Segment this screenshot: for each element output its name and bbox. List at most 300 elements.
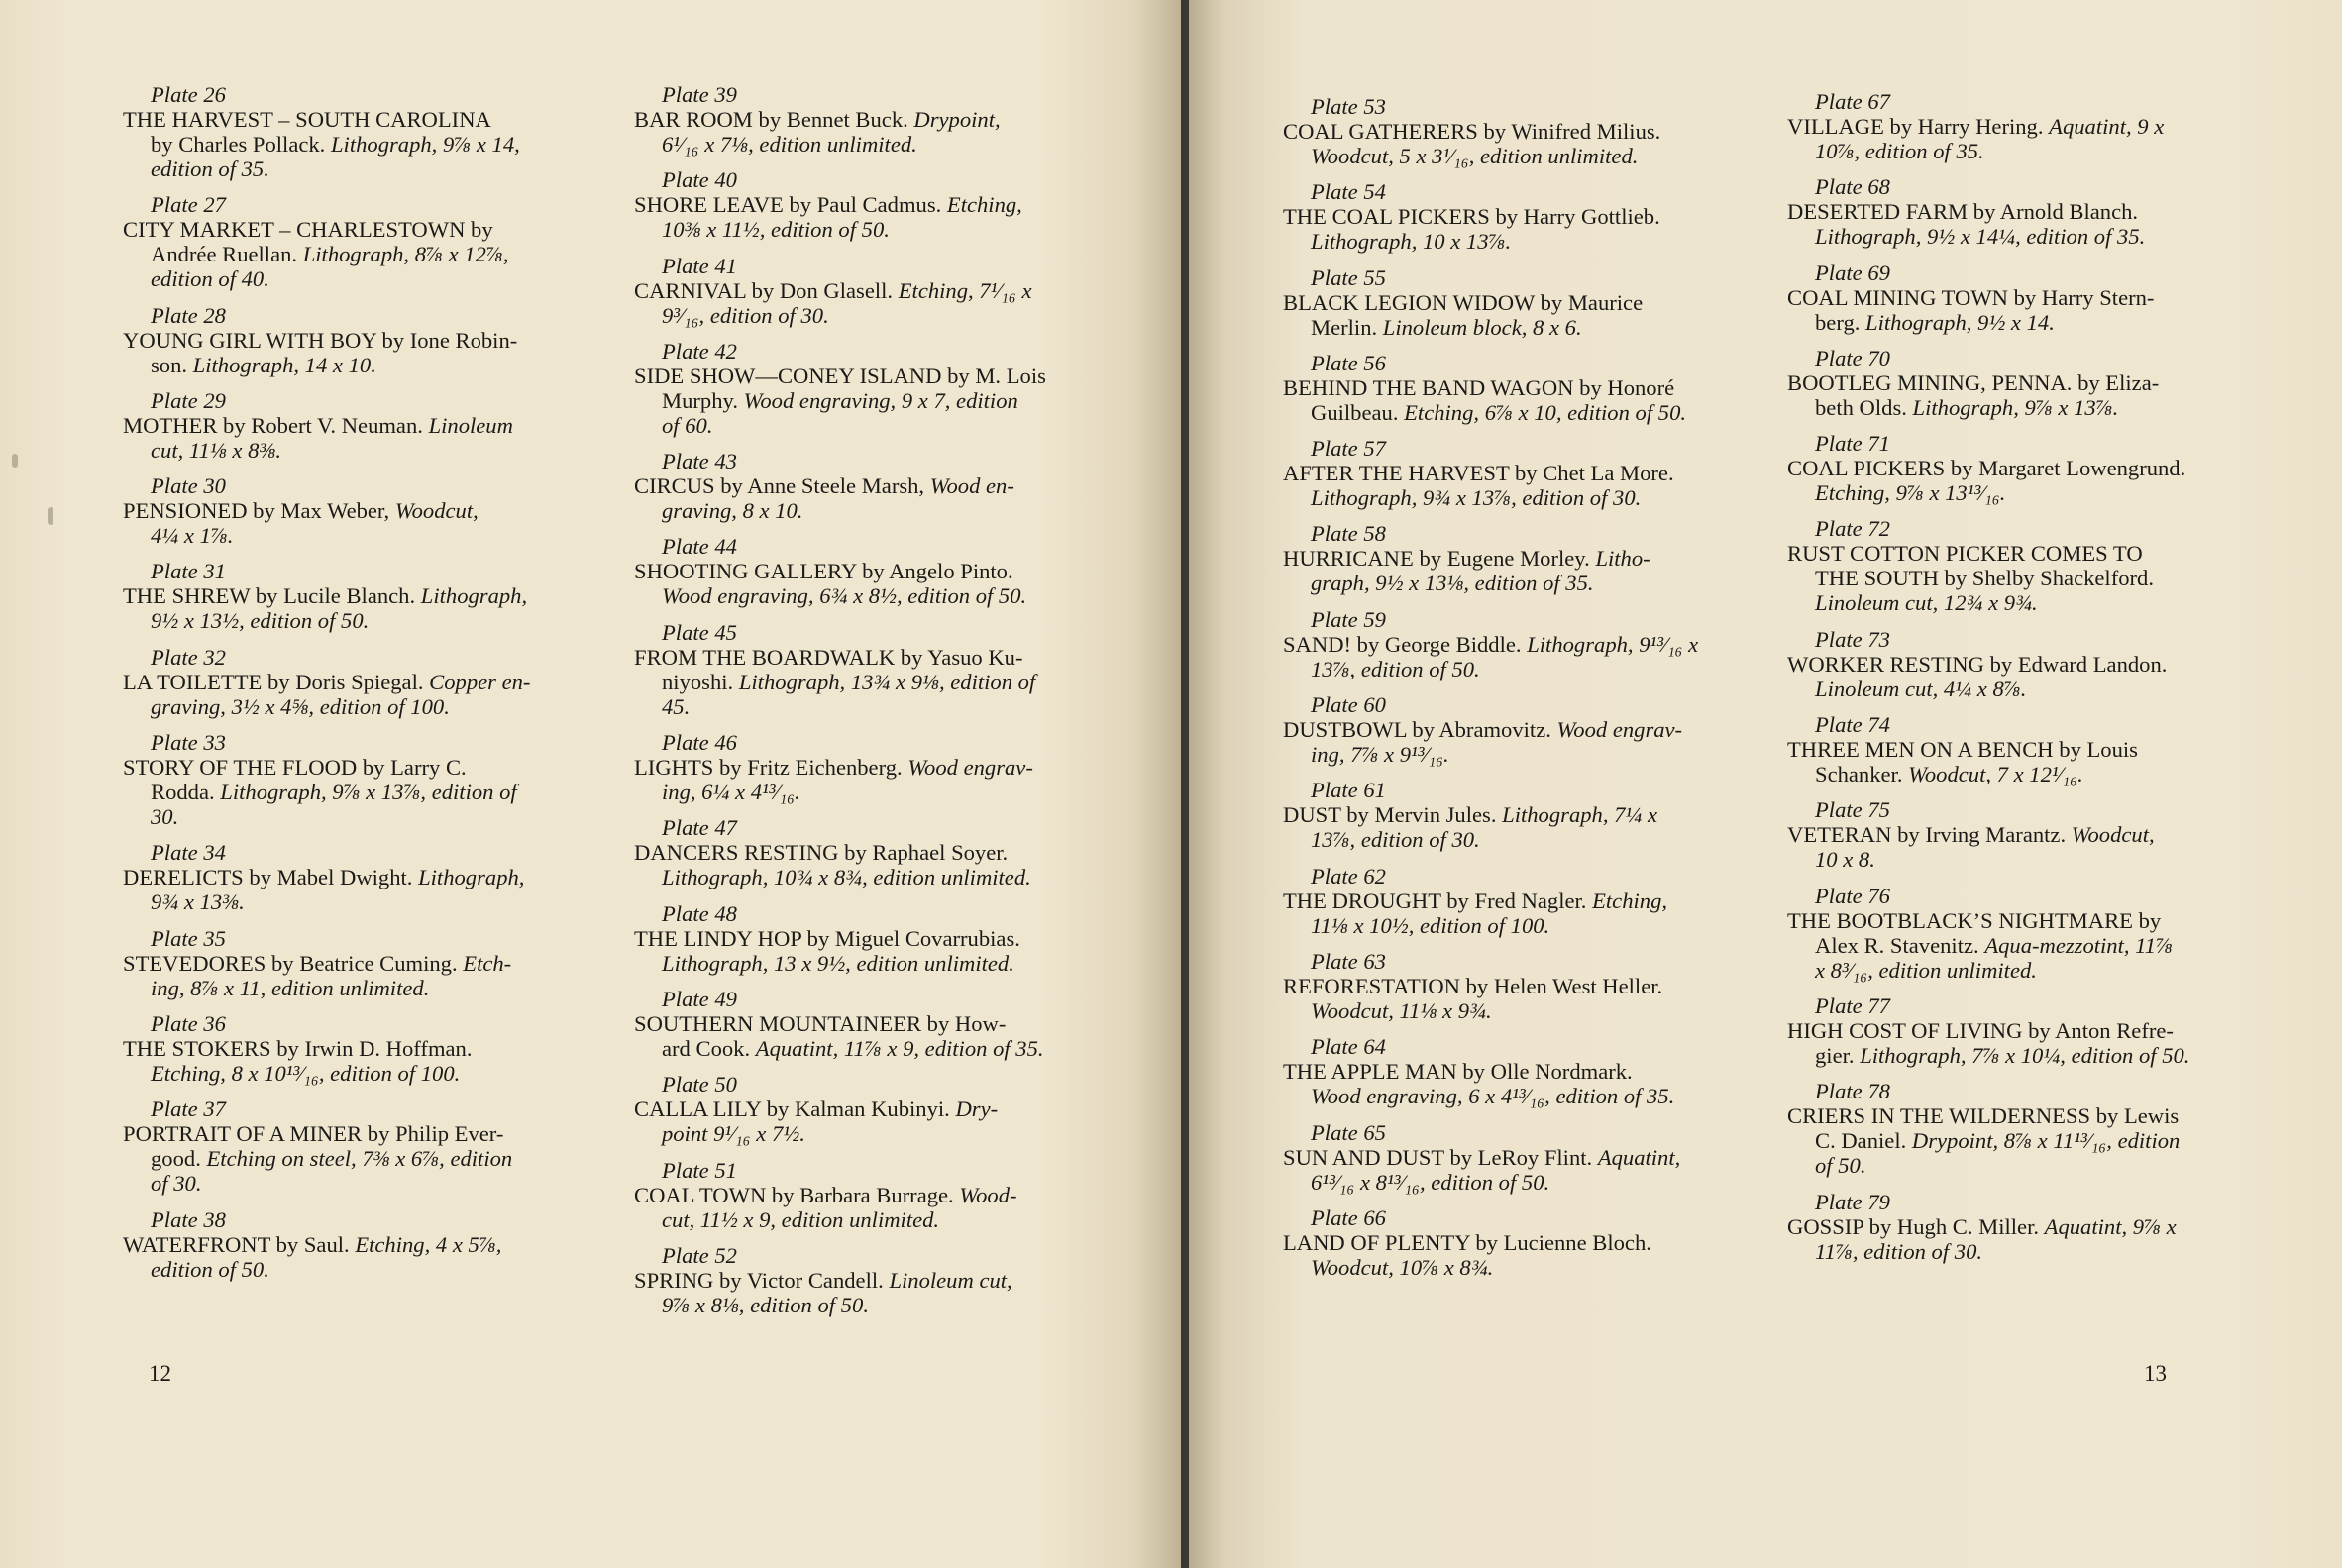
italic-text: 9½ x 13½, edition of 50. <box>151 608 370 634</box>
roman-text: COAL PICKERS by Margaret Lowengrund. <box>1787 456 2186 481</box>
plate-entry <box>1283 607 1737 681</box>
plate-number: Plate 43 <box>662 449 737 474</box>
plate-number: Plate 59 <box>1311 606 1386 632</box>
plate-detail-line <box>123 804 586 829</box>
plate-detail-line <box>123 157 586 181</box>
plate-detail-line <box>1787 395 2247 420</box>
italic-text: Lithograph, 13 x 9½, edition unlimited. <box>662 950 1014 976</box>
plate-detail-line <box>634 1036 1098 1061</box>
left-page-column-1 <box>123 82 586 1293</box>
italic-text: Aquatint, 9 x <box>2049 114 2165 139</box>
plate-detail-line <box>634 303 1098 328</box>
plate-entry <box>1787 261 2247 335</box>
plate-entry <box>1787 627 2247 701</box>
roman-text: gier. <box>1815 1042 1861 1068</box>
plate-title-line <box>634 645 1098 670</box>
italic-text: Aquatint, <box>1597 1144 1681 1170</box>
plate-number: Plate 28 <box>151 302 226 328</box>
italic-text: Etching, 7¹⁄₁₆ x <box>898 277 1032 303</box>
italic-text: Lithograph, 7⅞ x 10¼, edition of 50. <box>1860 1042 2190 1068</box>
plate-title-line <box>1787 285 2247 310</box>
plate-detail-line <box>123 694 586 719</box>
plate-detail-line <box>1283 400 1737 425</box>
italic-text: Woodcut, <box>2071 822 2155 848</box>
plate-title-line <box>1283 974 1737 998</box>
italic-text: Lithograph, 9¹³⁄₁₆ x <box>1527 631 1699 657</box>
italic-text: 10⅞, edition of 35. <box>1815 139 1984 163</box>
roman-text: DUSTBOWL by Abramovitz. <box>1283 717 1557 743</box>
italic-text: 9¾ x 13⅜. <box>151 889 245 915</box>
roman-text: SHORE LEAVE by Paul Cadmus. <box>634 192 947 218</box>
italic-text: Etching, <box>1592 888 1668 913</box>
roman-text: LAND OF PLENTY by Lucienne Bloch. <box>1283 1229 1651 1255</box>
italic-text: Dry- <box>955 1097 999 1122</box>
plate-number: Plate 46 <box>662 730 737 756</box>
plate-detail-line <box>1283 913 1737 938</box>
roman-text: LIGHTS by Fritz Eichenberg. <box>634 755 908 781</box>
roman-text: Murphy. <box>662 387 744 413</box>
italic-text: Wood- <box>959 1182 1017 1207</box>
plate-detail-line <box>634 1207 1098 1232</box>
plate-detail-line <box>1787 480 2247 505</box>
plate-title-line <box>1787 908 2247 933</box>
book-gutter <box>1181 0 1189 1568</box>
plate-title-line <box>634 107 1098 132</box>
plate-title-line <box>123 670 586 694</box>
plate-detail-line <box>123 353 586 377</box>
plate-detail-line <box>1787 1043 2247 1068</box>
plate-detail-line <box>1283 1255 1737 1280</box>
plate-number: Plate 55 <box>1311 264 1386 290</box>
roman-text: THE SOUTH by Shelby Shackelford. <box>1815 566 2154 591</box>
plate-detail-line <box>123 608 586 633</box>
roman-text: CALLA LILY by Kalman Kubinyi. <box>634 1097 956 1122</box>
roman-text: CITY MARKET – CHARLESTOWN by <box>123 217 493 243</box>
roman-text: Merlin. <box>1311 314 1383 340</box>
italic-text: Wood engraving, 6 x 4¹³⁄₁₆, edition of 35. <box>1311 1084 1675 1109</box>
plate-title-line <box>123 1121 586 1146</box>
plate-number: Plate 52 <box>662 1242 737 1268</box>
plate-title-line <box>634 559 1098 583</box>
plate-title-line <box>123 328 586 353</box>
plate-number: Plate 36 <box>151 1010 226 1036</box>
plate-detail-line <box>634 780 1098 804</box>
italic-text: graving, 8 x 10. <box>662 498 803 524</box>
roman-text: son. <box>151 352 193 377</box>
italic-text: Linoleum cut, 4¼ x 8⅞. <box>1815 676 2027 701</box>
plate-number: Plate 35 <box>151 925 226 951</box>
plate-title-line <box>1283 1145 1737 1170</box>
plate-entry <box>123 388 586 463</box>
plate-title-line <box>1787 1018 2247 1043</box>
roman-text: Guilbeau. <box>1311 399 1405 425</box>
italic-text: Aquatint, 9⅞ x <box>2044 1213 2177 1239</box>
roman-text: beth Olds. <box>1815 394 1913 420</box>
italic-text: Lithograph, <box>420 583 528 609</box>
plate-title-line <box>634 364 1098 388</box>
roman-text: VETERAN by Irving Marantz. <box>1787 822 2072 848</box>
plate-entry <box>1283 949 1737 1023</box>
plate-title-line <box>123 498 586 523</box>
plate-title-line <box>634 1183 1098 1207</box>
plate-entry <box>634 534 1098 608</box>
italic-text: Lithograph, 9⅞ x 13⅞. <box>1912 394 2119 420</box>
italic-text: Etching, <box>946 192 1022 218</box>
plate-detail-line <box>634 951 1098 976</box>
plate-entry <box>123 1207 586 1282</box>
plate-detail-line <box>1787 590 2247 615</box>
plate-detail-line <box>1283 485 1737 510</box>
italic-text: x 8³⁄₁₆, edition unlimited. <box>1815 957 2037 983</box>
roman-text: YOUNG GIRL WITH BOY by Ione Robin- <box>123 327 518 353</box>
plate-number: Plate 41 <box>662 253 737 278</box>
plate-number: Plate 48 <box>662 900 737 926</box>
roman-text: COAL TOWN by Barbara Burrage. <box>634 1182 960 1207</box>
italic-text: Lithograph, 10¾ x 8¾, edition unlimited. <box>662 865 1031 890</box>
plate-title-line <box>1283 461 1737 485</box>
italic-text: Lithograph, 9⅞ x 13⅞, edition of <box>220 780 517 805</box>
plate-detail-line <box>123 1061 586 1086</box>
paper-speck <box>12 454 18 468</box>
roman-text: THE LINDY HOP by Miguel Covarrubias. <box>634 925 1020 951</box>
roman-text: STEVEDORES by Beatrice Cuming. <box>123 950 464 976</box>
plate-entry <box>123 192 586 291</box>
plate-entry <box>123 82 586 181</box>
plate-number: Plate 76 <box>1815 883 1890 908</box>
plate-title-line <box>1787 541 2247 566</box>
italic-text: cut, 11½ x 9, edition unlimited. <box>662 1206 940 1232</box>
plate-entry <box>1787 1079 2247 1178</box>
plate-title-line <box>634 840 1098 865</box>
plate-detail-line <box>123 132 586 157</box>
plate-entry <box>1283 1120 1737 1195</box>
plate-detail-line <box>1283 742 1737 767</box>
roman-text: niyoshi. <box>662 669 739 694</box>
paper-speck <box>48 507 53 525</box>
italic-text: Drypoint, <box>913 107 1001 132</box>
plate-entry <box>1787 516 2247 615</box>
roman-text: LA TOILETTE by Doris Spiegal. <box>123 669 430 694</box>
roman-text: MOTHER by Robert V. Neuman. <box>123 412 429 438</box>
italic-text: Wood engraving, 9 x 7, edition <box>743 387 1018 413</box>
italic-text: 9⅞ x 8⅛, edition of 50. <box>662 1292 869 1317</box>
right-page-column-1 <box>1283 94 1737 1291</box>
roman-text: PENSIONED by Max Weber, <box>123 498 395 524</box>
plate-entry <box>1787 712 2247 786</box>
plate-detail-line <box>1787 139 2247 163</box>
plate-number: Plate 68 <box>1815 174 1890 200</box>
italic-text: Etching, 9⅞ x 13¹³⁄₁₆. <box>1815 480 2006 506</box>
plate-entry <box>1283 778 1737 852</box>
plate-entry <box>634 815 1098 889</box>
plate-number: Plate 51 <box>662 1157 737 1183</box>
italic-text: Etching, 6⅞ x 10, edition of 50. <box>1404 399 1687 425</box>
plate-number: Plate 45 <box>662 619 737 645</box>
plate-title-line <box>1787 199 2247 224</box>
plate-number: Plate 69 <box>1815 260 1890 285</box>
italic-text: cut, 11⅛ x 8⅜. <box>151 437 281 463</box>
plate-title-line <box>1283 204 1737 229</box>
plate-detail-line <box>1283 827 1737 852</box>
italic-text: Lithograph, 9½ x 14. <box>1865 309 2055 335</box>
roman-text: PORTRAIT OF A MINER by Philip Ever- <box>123 1121 504 1147</box>
plate-detail-line <box>634 865 1098 889</box>
roman-text: SHOOTING GALLERY by Angelo Pinto. <box>634 559 1013 584</box>
plate-detail-line <box>634 217 1098 242</box>
italic-text: Lithograph, 14 x 10. <box>192 352 376 377</box>
plate-entry <box>1787 1190 2247 1264</box>
plate-detail-line <box>123 438 586 463</box>
plate-detail-line <box>123 1146 586 1171</box>
italic-text: ing, 7⅞ x 9¹³⁄₁₆. <box>1311 742 1449 768</box>
italic-text: Woodcut, 7 x 12¹⁄₁₆. <box>1908 762 2083 787</box>
italic-text: Woodcut, <box>394 498 479 524</box>
plate-entry <box>634 82 1098 157</box>
plate-detail-line <box>634 498 1098 523</box>
italic-text: Lithograph, 13¾ x 9⅛, edition of <box>738 669 1036 694</box>
plate-entry <box>634 1243 1098 1317</box>
italic-text: of 60. <box>662 412 713 438</box>
roman-text: THE APPLE MAN by Olle Nordmark. <box>1283 1059 1633 1085</box>
plate-entry <box>1283 436 1737 510</box>
plate-detail-line <box>634 132 1098 157</box>
italic-text: Lithograph, 9½ x 14¼, edition of 35. <box>1815 224 2146 250</box>
plate-title-line <box>634 926 1098 951</box>
italic-text: Drypoint, 8⅞ x 11¹³⁄₁₆, edition <box>1911 1128 2181 1154</box>
plate-detail-line <box>1283 998 1737 1023</box>
plate-entry <box>634 167 1098 242</box>
plate-title-line <box>1787 114 2247 139</box>
plate-number: Plate 74 <box>1815 712 1890 738</box>
roman-text: HIGH COST OF LIVING by Anton Refre- <box>1787 1017 2174 1043</box>
italic-text: Etching on steel, 7⅜ x 6⅞, edition <box>206 1146 513 1172</box>
plate-title-line <box>1283 290 1737 315</box>
italic-text: Wood engraving, 6¾ x 8½, edition of 50. <box>662 583 1027 609</box>
plate-number: Plate 77 <box>1815 993 1890 1018</box>
plate-title-line <box>123 865 586 889</box>
italic-text: Woodcut, 11⅛ x 9¾. <box>1311 997 1492 1023</box>
roman-text: ard Cook. <box>662 1035 756 1061</box>
plate-entry <box>634 254 1098 328</box>
plate-title-line <box>123 755 586 780</box>
plate-detail-line <box>123 1171 586 1196</box>
plate-entry <box>1283 521 1737 595</box>
roman-text: THE COAL PICKERS by Harry Gottlieb. <box>1283 204 1660 230</box>
plate-number: Plate 78 <box>1815 1079 1890 1104</box>
plate-detail-line <box>123 242 586 266</box>
plate-number: Plate 71 <box>1815 431 1890 457</box>
plate-detail-line <box>634 694 1098 719</box>
roman-text: THE STOKERS by Irwin D. Hoffman. <box>123 1035 473 1061</box>
plate-detail-line <box>1787 224 2247 249</box>
roman-text: BLACK LEGION WIDOW by Maurice <box>1283 289 1644 315</box>
roman-text: DUST by Mervin Jules. <box>1283 802 1503 828</box>
plate-entry <box>1787 174 2247 249</box>
plate-title-line <box>1787 737 2247 762</box>
italic-text: Woodcut, 10⅞ x 8¾. <box>1311 1254 1494 1280</box>
italic-text: Litho- <box>1595 546 1650 572</box>
plate-title-line <box>634 192 1098 217</box>
italic-text: graving, 3½ x 4⅝, edition of 100. <box>151 693 450 719</box>
plate-entry <box>123 559 586 633</box>
plate-number: Plate 75 <box>1815 797 1890 823</box>
plate-title-line <box>1787 456 2247 480</box>
plate-number: Plate 54 <box>1311 179 1386 205</box>
plate-number: Plate 37 <box>151 1097 226 1122</box>
plate-detail-line <box>634 583 1098 608</box>
plate-entry <box>1283 265 1737 340</box>
plate-number: Plate 44 <box>662 534 737 560</box>
italic-text: point 9¹⁄₁₆ x 7½. <box>662 1121 805 1147</box>
plate-title-line <box>1283 717 1737 742</box>
italic-text: 45. <box>662 693 691 719</box>
plate-entry <box>123 1097 586 1196</box>
plate-number: Plate 64 <box>1311 1034 1386 1060</box>
plate-number: Plate 56 <box>1311 350 1386 375</box>
plate-entry <box>1283 692 1737 767</box>
plate-detail-line <box>1787 1239 2247 1264</box>
roman-text: THE SHREW by Lucile Blanch. <box>123 583 421 609</box>
plate-number: Plate 66 <box>1311 1204 1386 1230</box>
italic-text: 6¹⁄₁₆ x 7⅛, edition unlimited. <box>662 132 917 157</box>
italic-text: Woodcut, 5 x 3¹⁄₁₆, edition unlimited. <box>1311 144 1639 168</box>
roman-text: FROM THE BOARDWALK by Yasuo Ku- <box>634 644 1023 670</box>
plate-detail-line <box>1787 677 2247 701</box>
plate-number: Plate 29 <box>151 387 226 413</box>
roman-text: WATERFRONT by Saul. <box>123 1231 356 1257</box>
plate-number: Plate 63 <box>1311 948 1386 974</box>
plate-number: Plate 67 <box>1815 89 1890 114</box>
roman-text: STORY OF THE FLOOD by Larry C. <box>123 755 467 781</box>
plate-entry <box>123 730 586 829</box>
plate-detail-line <box>1283 1084 1737 1108</box>
italic-text: ing, 6¼ x 4¹³⁄₁₆. <box>662 780 800 805</box>
plate-detail-line <box>123 780 586 804</box>
plate-number: Plate 49 <box>662 986 737 1011</box>
italic-text: Linoleum <box>428 412 513 438</box>
roman-text: WORKER RESTING by Edward Landon. <box>1787 651 2168 677</box>
plate-title-line <box>1283 546 1737 571</box>
plate-title-line <box>1283 889 1737 913</box>
plate-entry <box>123 473 586 548</box>
roman-text: VILLAGE by Harry Hering. <box>1787 114 2050 139</box>
roman-text: SPRING by Victor Candell. <box>634 1267 890 1293</box>
page-number-right: 13 <box>2144 1361 2167 1386</box>
roman-text: BAR ROOM by Bennet Buck. <box>634 107 914 132</box>
plate-entry <box>123 840 586 914</box>
right-page-column-2 <box>1787 89 2247 1275</box>
plate-entry <box>634 449 1098 523</box>
plate-detail-line <box>1283 1170 1737 1195</box>
plate-entry <box>634 730 1098 804</box>
plate-detail-line <box>1283 144 1737 168</box>
plate-number: Plate 73 <box>1815 626 1890 652</box>
plate-number: Plate 61 <box>1311 778 1386 803</box>
roman-text: CARNIVAL by Don Glasell. <box>634 277 899 303</box>
plate-entry <box>1787 89 2247 163</box>
plate-entry <box>634 1158 1098 1232</box>
roman-text: C. Daniel. <box>1815 1128 1912 1154</box>
plate-title-line <box>634 1097 1098 1121</box>
plate-number: Plate 57 <box>1311 436 1386 462</box>
italic-text: Etching, 4 x 5⅞, <box>355 1231 502 1257</box>
plate-title-line <box>123 413 586 438</box>
italic-text: Lithograph, 9¾ x 13⅞, edition of 30. <box>1311 485 1642 511</box>
plate-title-line <box>1283 632 1737 657</box>
italic-text: 11⅛ x 10½, edition of 100. <box>1311 912 1550 938</box>
plate-entry <box>1787 797 2247 872</box>
plate-number: Plate 26 <box>151 82 226 107</box>
roman-text: DESERTED FARM by Arnold Blanch. <box>1787 199 2139 225</box>
italic-text: 11⅞, edition of 30. <box>1815 1238 1983 1264</box>
plate-title-line <box>1283 802 1737 827</box>
plate-title-line <box>1787 1103 2247 1128</box>
plate-detail-line <box>1787 566 2247 590</box>
plate-number: Plate 53 <box>1311 94 1386 119</box>
roman-text: THE BOOTBLACK’S NIGHTMARE by <box>1787 907 2162 933</box>
plate-title-line <box>634 278 1098 303</box>
roman-text: RUST COTTON PICKER COMES TO <box>1787 541 2143 567</box>
roman-text: THREE MEN ON A BENCH by Louis <box>1787 737 2138 763</box>
italic-text: Aqua-mezzotint, 11⅞ <box>1984 932 2174 958</box>
plate-entry <box>123 1011 586 1086</box>
italic-text: 9³⁄₁₆, edition of 30. <box>662 302 829 328</box>
italic-text: Linoleum block, 8 x 6. <box>1382 314 1582 340</box>
plate-number: Plate 32 <box>151 644 226 670</box>
plate-number: Plate 39 <box>662 82 737 107</box>
left-page-column-2 <box>634 82 1098 1328</box>
plate-number: Plate 40 <box>662 167 737 193</box>
plate-title-line <box>1787 822 2247 847</box>
plate-number: Plate 60 <box>1311 692 1386 718</box>
italic-text: Lithograph, 9⅞ x 14, <box>330 132 520 157</box>
roman-text: BOOTLEG MINING, PENNA. by Eliza- <box>1787 369 2160 395</box>
plate-entry <box>123 645 586 719</box>
plate-title-line <box>634 473 1098 498</box>
roman-text: good. <box>151 1146 207 1172</box>
plate-number: Plate 31 <box>151 559 226 584</box>
plate-number: Plate 79 <box>1815 1189 1890 1214</box>
plate-detail-line <box>634 388 1098 413</box>
roman-text: SAND! by George Biddle. <box>1283 631 1528 657</box>
italic-text: edition of 40. <box>151 266 269 292</box>
plate-entry <box>123 926 586 1000</box>
plate-detail-line <box>1787 1128 2247 1153</box>
plate-detail-line <box>634 670 1098 694</box>
roman-text: THE HARVEST – SOUTH CAROLINA <box>123 107 491 132</box>
roman-text: THE DROUGHT by Fred Nagler. <box>1283 888 1593 913</box>
plate-detail-line <box>1283 229 1737 254</box>
italic-text: Copper en- <box>429 669 531 694</box>
plate-title-line <box>634 1011 1098 1036</box>
plate-entry <box>1787 993 2247 1068</box>
italic-text: Wood engrav- <box>907 755 1033 781</box>
roman-text: CRIERS IN THE WILDERNESS by Lewis <box>1787 1103 2180 1129</box>
italic-text: Wood en- <box>929 473 1014 499</box>
italic-text: Lithograph, 8⅞ x 12⅞, <box>302 242 509 267</box>
italic-text: ing, 8⅞ x 11, edition unlimited. <box>151 975 430 1000</box>
italic-text: Aquatint, 11⅞ x 9, edition of 35. <box>755 1035 1044 1061</box>
plate-entry <box>1283 1205 1737 1280</box>
roman-text: Andrée Ruellan. <box>151 242 303 267</box>
plate-number: Plate 72 <box>1815 516 1890 542</box>
italic-text: Linoleum cut, <box>889 1267 1012 1293</box>
italic-text: 10 x 8. <box>1815 847 1875 873</box>
plate-entry <box>1283 1034 1737 1108</box>
italic-text: 4¼ x 1⅞. <box>151 523 234 549</box>
plate-entry <box>1283 351 1737 425</box>
roman-text: SIDE SHOW—CONEY ISLAND by M. Lois <box>634 363 1046 388</box>
